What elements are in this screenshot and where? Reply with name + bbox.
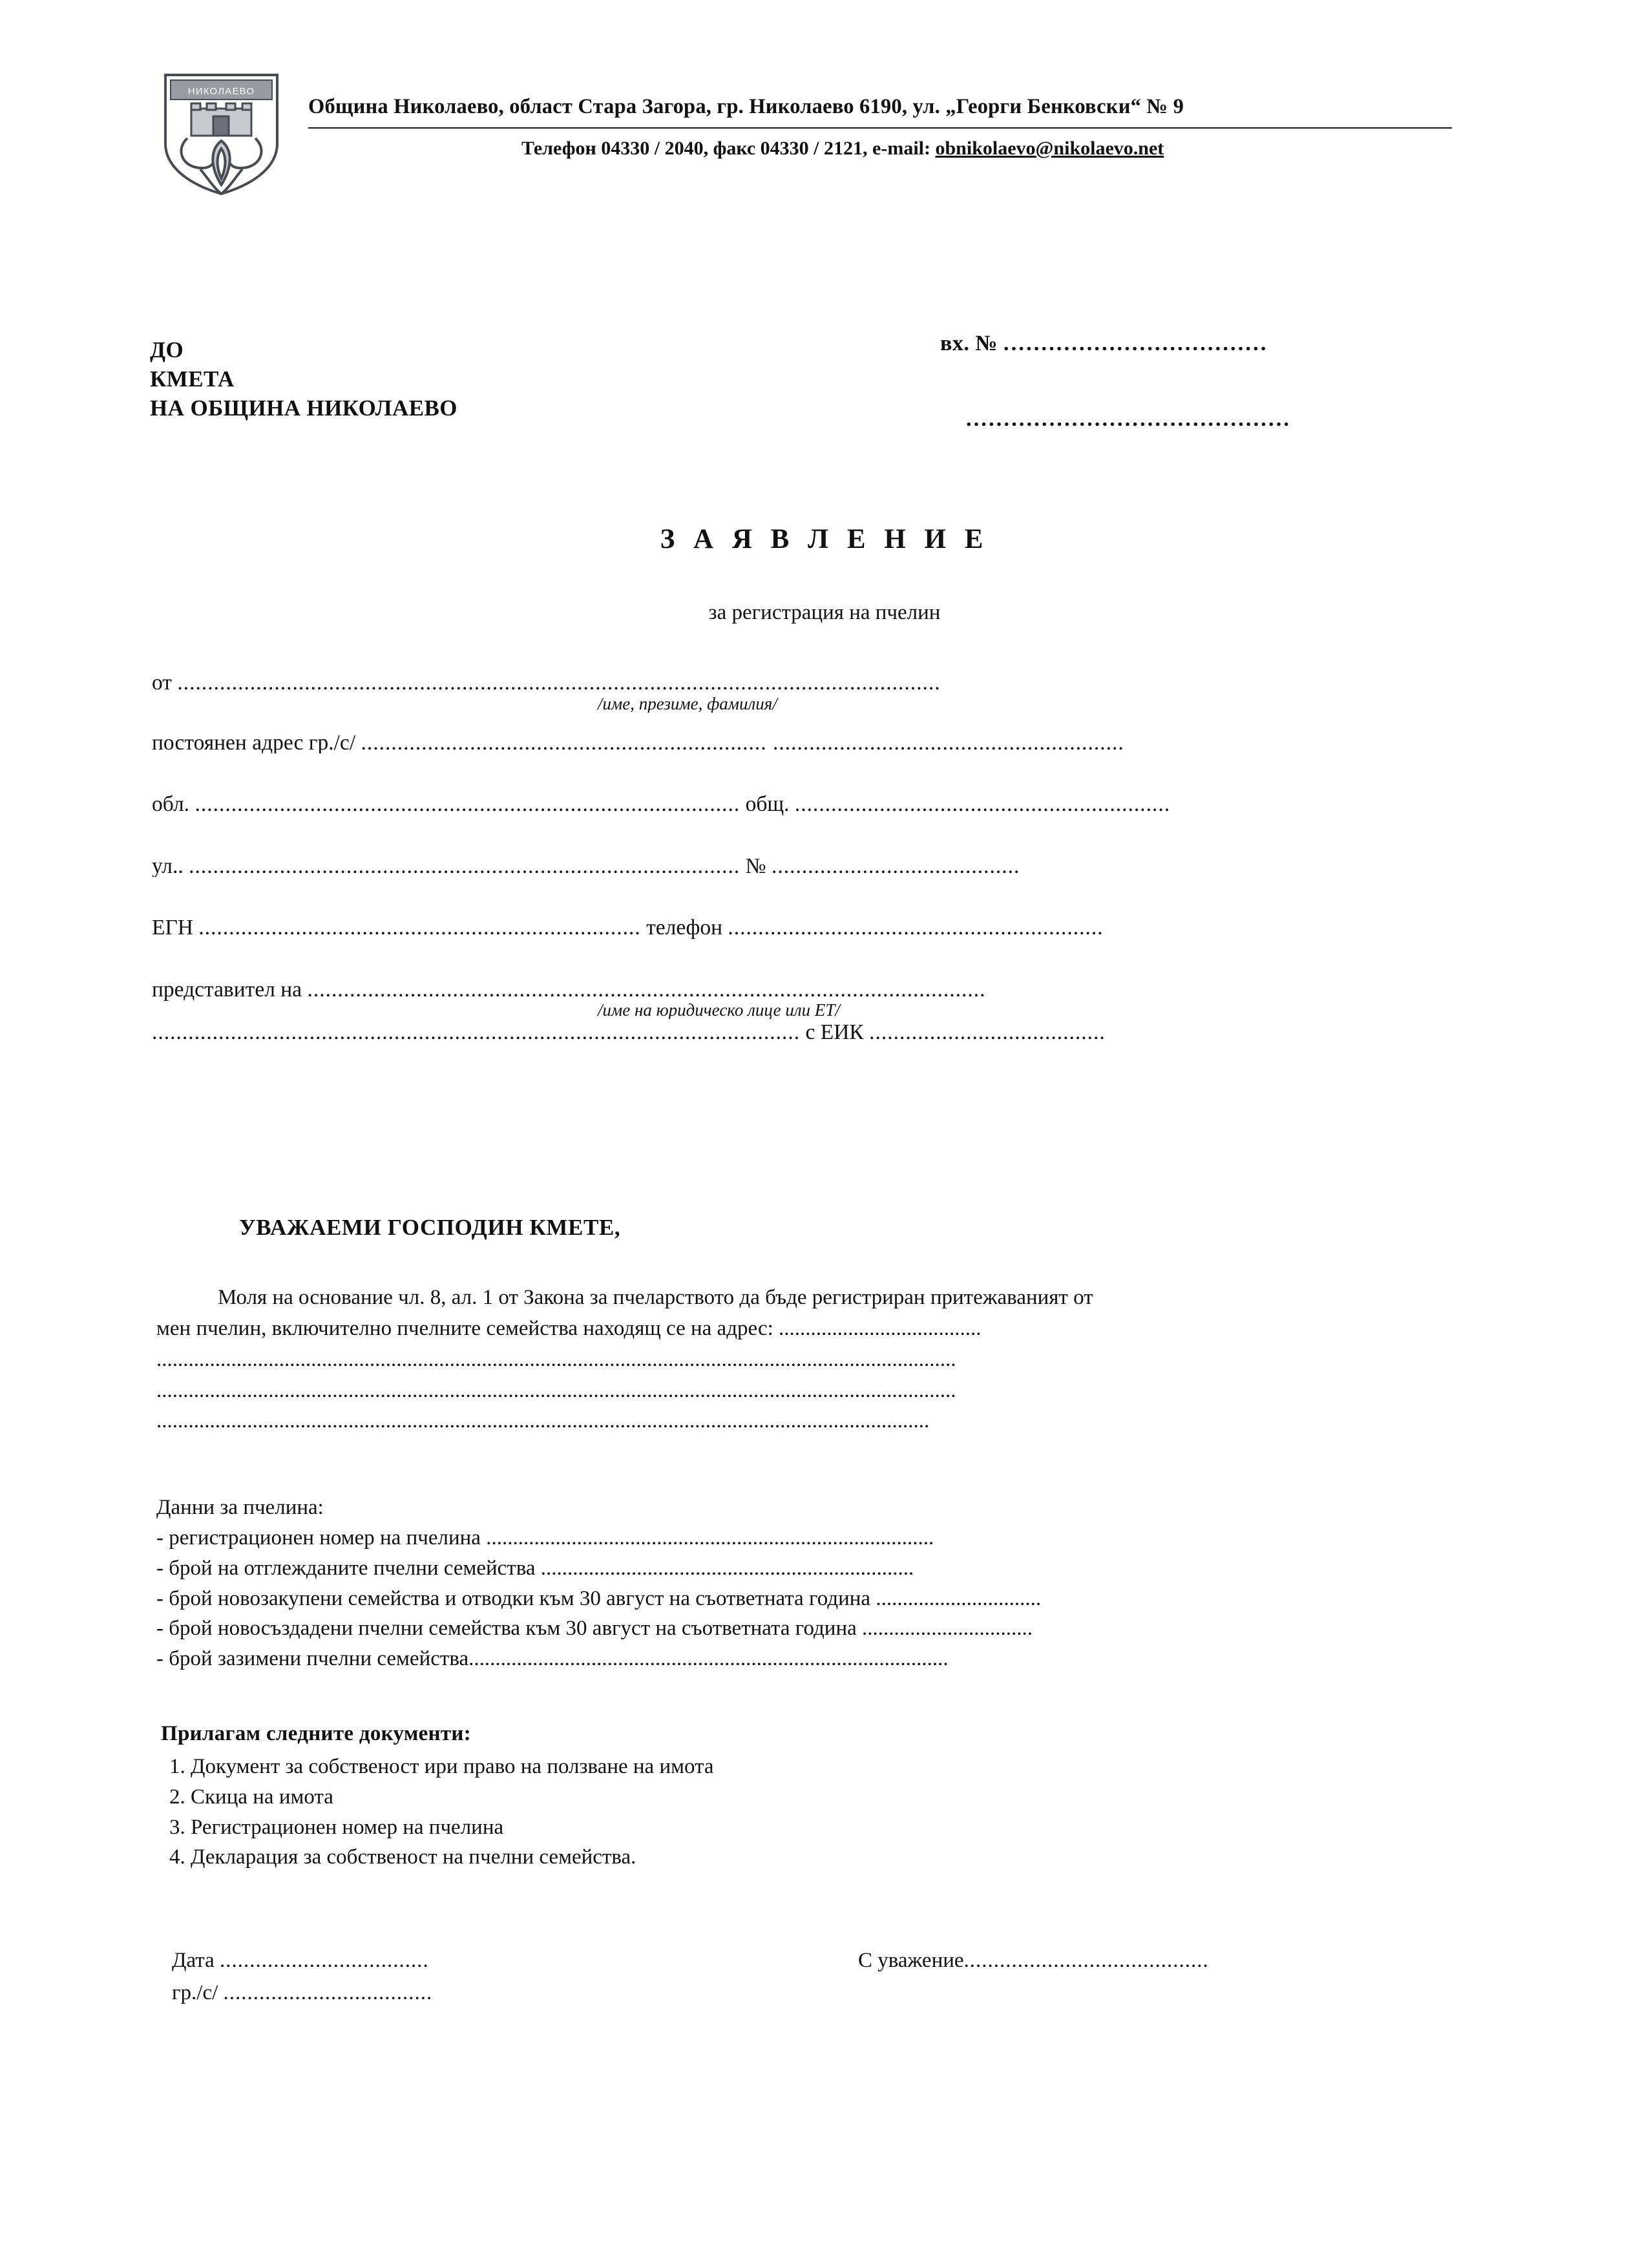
field-from-hint: /име, презиме, фамилия/ bbox=[598, 693, 777, 713]
email-link[interactable]: obnikolaevo@nikolaevo.net bbox=[935, 138, 1164, 159]
svg-text:НИКОЛАЕВО: НИКОЛАЕВО bbox=[187, 86, 255, 97]
field-representative-hint: /име на юридическо лице или ЕТ/ bbox=[598, 1000, 840, 1019]
date-dots[interactable]: ................................... bbox=[220, 1949, 429, 1972]
municipality-address-line: Община Николаево, област Стара Загора, гр. Николаево 6190, ул. „Георги Бенковски“ № 9 bbox=[308, 95, 1184, 118]
field-egn bbox=[152, 917, 1499, 939]
field-eik-prefix-dots[interactable]: ........................................................................................................... bbox=[152, 1022, 801, 1044]
page-title: З А Я В Л Е Н И Е bbox=[660, 524, 989, 554]
attached-document-item: 3. Регистрационен номер на пчелина bbox=[169, 1815, 504, 1839]
coat-of-arms bbox=[162, 71, 281, 197]
addressee-block bbox=[150, 336, 457, 423]
apiary-data-item[interactable]: - брой на отглежданите пчелни семейства ...................................................................... bbox=[156, 1556, 914, 1580]
field-egn-label: ЕГН bbox=[152, 917, 194, 939]
form-fields bbox=[152, 672, 1499, 1044]
field-representative bbox=[152, 979, 1499, 1020]
field-from-label: от bbox=[152, 672, 172, 695]
field-eik bbox=[152, 1022, 1499, 1044]
field-permanent-address-label: постоянен адрес гр./с/ bbox=[152, 731, 356, 753]
date-place-block bbox=[172, 1945, 432, 2009]
request-line-4[interactable]: ...................................................................................................................................................... bbox=[156, 1378, 956, 1402]
request-line-1-text: Моля на основание чл. 8, ал. 1 от Закона за пчеларството да бъде регистриран притежаваният от bbox=[218, 1286, 1093, 1309]
field-phone-label: телефон bbox=[646, 917, 723, 939]
date-field bbox=[172, 1945, 432, 1977]
request-line-1 bbox=[156, 1283, 1504, 1314]
place-label: гр./с/ bbox=[172, 1980, 218, 2004]
field-street-number-dots[interactable]: ......................................... bbox=[771, 855, 1020, 877]
request-line-5[interactable]: ................................................................................................................................................. bbox=[156, 1409, 930, 1433]
date-label: Дата bbox=[172, 1949, 215, 1972]
apiary-data-item[interactable]: - регистрационен номер на пчелина .................................................................................... bbox=[156, 1526, 934, 1549]
signature-label: С уважение bbox=[858, 1949, 964, 1972]
place-dots[interactable]: ................................... bbox=[223, 1980, 433, 2004]
salutation: УВАЖАЕМИ ГОСПОДИН КМЕТЕ, bbox=[239, 1215, 621, 1240]
field-eik-label: с ЕИК bbox=[805, 1022, 864, 1044]
field-region-dots[interactable]: .......................................................................................... bbox=[194, 793, 740, 815]
field-street-number-label: № bbox=[745, 855, 766, 877]
field-street-dots[interactable]: ........................................................................................... bbox=[189, 855, 740, 877]
apiary-data-item[interactable]: - брой новозакупени семейства и отводки към 30 август на съответната година ............................... bbox=[156, 1586, 1042, 1610]
document-header bbox=[162, 68, 1518, 194]
incoming-second-line-dots[interactable]: ........................................... bbox=[966, 407, 1292, 431]
attached-document-item: 1. Документ за собственост ири право на ползване на имота bbox=[169, 1754, 714, 1778]
field-region-label: обл. bbox=[152, 793, 190, 815]
field-municipality-dots[interactable]: .............................................................. bbox=[794, 793, 1171, 815]
field-representative-label: представител на bbox=[152, 978, 302, 1002]
field-municipality-label: общ. bbox=[745, 793, 790, 815]
request-paragraph bbox=[156, 1283, 1504, 1437]
field-phone-dots[interactable]: .............................................................. bbox=[728, 917, 1104, 939]
addressee-line-1: ДО bbox=[150, 337, 184, 362]
request-line-2: мен пчелин, включително пчелните семейства находящ се на адрес: ...................................... bbox=[156, 1316, 982, 1340]
field-egn-dots[interactable]: ......................................................................... bbox=[198, 917, 641, 939]
attached-document-item: 4. Декларация за собственост на пчелни семейства. bbox=[169, 1845, 636, 1869]
attached-document-item: 2. Скица на имота bbox=[169, 1785, 333, 1809]
place-field bbox=[172, 1977, 432, 2010]
field-permanent-address-dots[interactable]: ................................................................... .......................................................... bbox=[361, 731, 1124, 753]
field-eik-dots[interactable]: ....................................... bbox=[869, 1022, 1106, 1044]
attached-documents-section bbox=[161, 1719, 1500, 1873]
field-from bbox=[152, 672, 1499, 713]
attached-documents-title: Прилагам следните документи: bbox=[161, 1722, 472, 1745]
incoming-number-dots[interactable]: ................................... bbox=[1003, 331, 1268, 355]
header-divider bbox=[308, 127, 1452, 129]
field-street bbox=[152, 856, 1499, 877]
addressee-line-3: НА ОБЩИНА НИКОЛАЕВО bbox=[150, 395, 457, 421]
field-region bbox=[152, 793, 1499, 815]
field-street-label: ул.. bbox=[152, 855, 184, 877]
header-text-block bbox=[308, 68, 1518, 160]
page-subtitle: за регистрация на пчелин bbox=[708, 601, 941, 624]
incoming-number-label: вх. № bbox=[940, 331, 998, 355]
apiary-data-section bbox=[156, 1493, 1507, 1674]
signature-dots[interactable]: ......................................... bbox=[963, 1949, 1209, 1972]
addressee-line-2: КМЕТА bbox=[150, 366, 235, 392]
apiary-data-title: Данни за пчелина: bbox=[156, 1496, 324, 1519]
signature-field bbox=[858, 1945, 1209, 1977]
incoming-number-field bbox=[940, 331, 1268, 356]
field-from-dots[interactable]: .............................................................................................................................. bbox=[177, 672, 941, 695]
municipality-contacts-line bbox=[308, 138, 1518, 160]
apiary-data-item[interactable]: - брой зазимени пчелни семейства.......................................................................................... bbox=[156, 1647, 949, 1671]
contacts-prefix: Телефон 04330 / 2040, факс 04330 / 2121, e-mail: bbox=[521, 138, 936, 159]
apiary-data-item[interactable]: - брой новосъздадени пчелни семейства към 30 август на съответната година ................................ bbox=[156, 1617, 1033, 1641]
field-permanent-address bbox=[152, 732, 1499, 754]
field-representative-dots[interactable]: ................................................................................................................ bbox=[307, 978, 986, 1002]
request-line-3[interactable]: ...................................................................................................................................................... bbox=[156, 1347, 956, 1371]
